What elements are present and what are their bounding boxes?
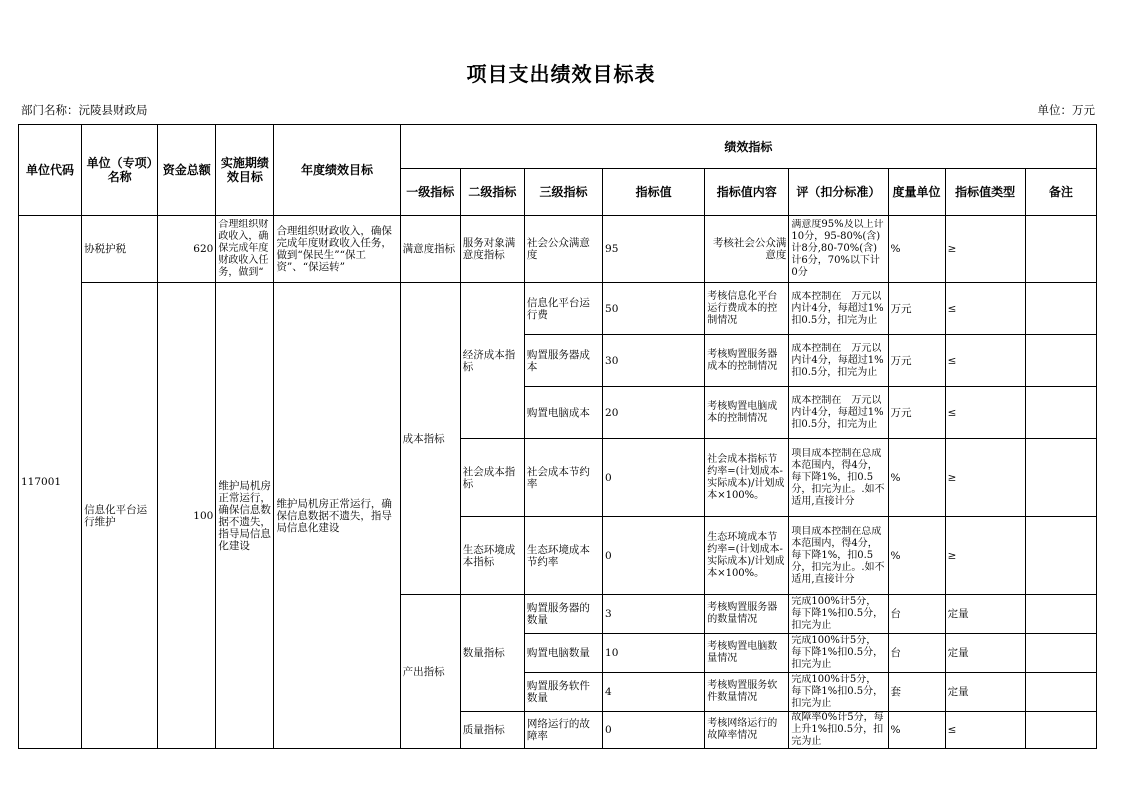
header-annual-goal: 年度绩效目标 [274,125,400,216]
scoring-cell: 成本控制在 万元以内计4分，每超过1%扣0.5分，扣完为止 [791,394,884,430]
value-type-cell: 定量 [945,673,1025,712]
content-cell: 考核购置电脑成本的控制情况 [705,387,789,439]
level1-cell: 满意度指标 [400,216,460,283]
value-cell: 10 [603,634,705,673]
measure-cell: 万元 [888,335,945,387]
scoring-cell: 完成100%计5分，每下降1%扣0.5分，扣完为止 [791,674,884,709]
value-type-cell: 定量 [945,634,1025,673]
content-cell: 考核网络运行的故障率情况 [705,712,789,749]
header-unit-name: 单位（专项）名称 [82,125,158,216]
period-goal-cell: 维护局机房正常运行，确保信息数据不遗失，指导局信息化建设 [216,283,274,749]
scoring-cell: 故障率0%计5分，每上升1%扣0.5分，扣完为止 [791,712,884,747]
header-remark: 备注 [1025,169,1096,216]
header-level3: 三级指标 [524,169,602,216]
level2-cell: 数量指标 [460,595,524,712]
annual-goal-cell: 维护局机房正常运行，确保信息数据不遗失，指导局信息化建设 [274,283,400,749]
content-cell: 考核购置服务器的数量情况 [705,595,789,634]
header-scoring: 评（扣分标准） [789,169,888,216]
value-cell: 50 [603,283,705,335]
header-value-type: 指标值类型 [945,169,1025,216]
measure-cell: % [888,712,945,749]
level3-cell: 信息化平台运行费 [524,283,602,335]
measure-cell: 台 [888,634,945,673]
scoring-cell: 满意度95%及以上计10分，95-80%(含)计8分,80-70%(含)计6分，70%以下计0分 [791,219,884,278]
level3-cell: 购置电脑成本 [524,387,602,439]
value-cell: 3 [603,595,705,634]
header-period-goal: 实施期绩效目标 [216,125,274,216]
remark-cell [1025,595,1096,634]
level3-cell: 网络运行的故障率 [524,712,602,749]
measure-cell: 台 [888,595,945,634]
annual-goal-cell: 合理组织财政收入，确保完成年度财政收入任务，做到“保民生”“保工资”、“保运转” [276,225,392,273]
header-total-funds: 资金总额 [158,125,216,216]
scoring-cell: 完成100%计5分，每下降1%扣0.5分，扣完为止 [791,635,884,670]
remark-cell [1025,439,1096,517]
content-cell: 考核社会公众满意度 [705,216,789,283]
measure-cell: % [888,216,945,283]
value-cell: 4 [603,673,705,712]
remark-cell [1025,517,1096,595]
value-type-cell: ≥ [945,517,1025,595]
value-cell: 20 [603,387,705,439]
value-cell: 95 [603,216,705,283]
scoring-cell: 项目成本控制在总成本范围内，得4分，每下降1%，扣0.5分，扣完为止。.如不适用,直接计分 [791,447,885,507]
level3-cell: 购置服务器的数量 [524,595,602,634]
measure-cell: 万元 [888,387,945,439]
content-cell: 考核购置服务软件数量情况 [705,673,789,712]
scoring-cell: 完成100%计5分，每下降1%扣0.5分，扣完为止 [791,596,884,631]
measure-cell: % [888,517,945,595]
remark-cell [1025,216,1096,283]
project-name-cell: 信息化平台运行维护 [82,283,158,749]
measure-cell: 套 [888,673,945,712]
value-cell: 0 [603,712,705,749]
project-amount-cell: 100 [158,283,216,749]
department-name: 部门名称：沅陵县财政局 [21,103,148,117]
level2-cell: 生态环境成本指标 [460,517,524,595]
level3-cell: 购置服务软件数量 [524,673,602,712]
content-cell: 考核购置电脑数量情况 [705,634,789,673]
period-goal-cell: 合理组织财政收入，确保完成年度财政收入任务，做到“ [218,219,269,278]
remark-cell [1025,335,1096,387]
level2-cell: 经济成本指标 [460,283,524,439]
scoring-cell: 成本控制在 万元以内计4分，每超过1%扣0.5分，扣完为止 [791,342,884,378]
header-level1: 一级指标 [400,169,460,216]
level2-cell: 服务对象满意度指标 [460,216,524,283]
level3-cell: 购置服务器成本 [524,335,602,387]
value-cell: 0 [603,517,705,595]
content-cell: 考核购置服务器成本的控制情况 [705,335,789,387]
performance-target-table [18,124,1097,749]
value-type-cell: ≤ [945,712,1025,749]
value-cell: 0 [603,439,705,517]
header-value: 指标值 [603,169,705,216]
table-row [19,283,1097,335]
page-title: 项目支出绩效目标表 [466,62,656,86]
value-type-cell: ≤ [945,387,1025,439]
table-row [19,216,1097,283]
scoring-cell: 项目成本控制在总成本范围内，得4分，每下降1%，扣0.5分，扣完为止。.如不适用,直接计分 [791,525,885,585]
value-type-cell: ≤ [945,335,1025,387]
scoring-cell: 成本控制在 万元以内计4分，每超过1%扣0.5分，扣完为止 [791,290,884,326]
remark-cell [1025,387,1096,439]
level2-cell: 质量指标 [460,712,524,749]
content-cell: 社会成本指标节约率=(计划成本-实际成本)/计划成本×100%。 [705,439,789,517]
project-amount-cell: 620 [158,216,216,283]
value-cell: 30 [603,335,705,387]
level1-cell: 成本指标 [400,283,460,595]
level3-cell: 购置电脑数量 [524,634,602,673]
level3-cell: 生态环境成本节约率 [524,517,602,595]
value-type-cell: ≥ [945,216,1025,283]
content-cell: 考核信息化平台运行费成本的控制情况 [705,283,789,335]
remark-cell [1025,283,1096,335]
value-type-cell: ≥ [945,439,1025,517]
project-name-cell: 协税护税 [82,216,158,283]
level2-cell: 社会成本指标 [460,439,524,517]
remark-cell [1025,673,1096,712]
value-type-cell: 定量 [945,595,1025,634]
measure-cell: % [888,439,945,517]
remark-cell [1025,712,1096,749]
header-content: 指标值内容 [705,169,789,216]
measure-cell: 万元 [888,283,945,335]
header-performance-indicators: 绩效指标 [400,125,1096,169]
header-measure: 度量单位 [888,169,945,216]
header-level2: 二级指标 [460,169,524,216]
currency-unit: 单位：万元 [1037,103,1095,117]
content-cell: 生态环境成本节约率=(计划成本-实际成本)/计划成本×100%。 [705,517,789,595]
level3-cell: 社会成本节约率 [524,439,602,517]
value-type-cell: ≤ [945,283,1025,335]
header-unit-code: 单位代码 [19,125,82,216]
remark-cell [1025,634,1096,673]
unit-code-cell: 117001 [19,216,82,749]
level1-cell: 产出指标 [400,595,460,749]
level3-cell: 社会公众满意度 [524,216,602,283]
